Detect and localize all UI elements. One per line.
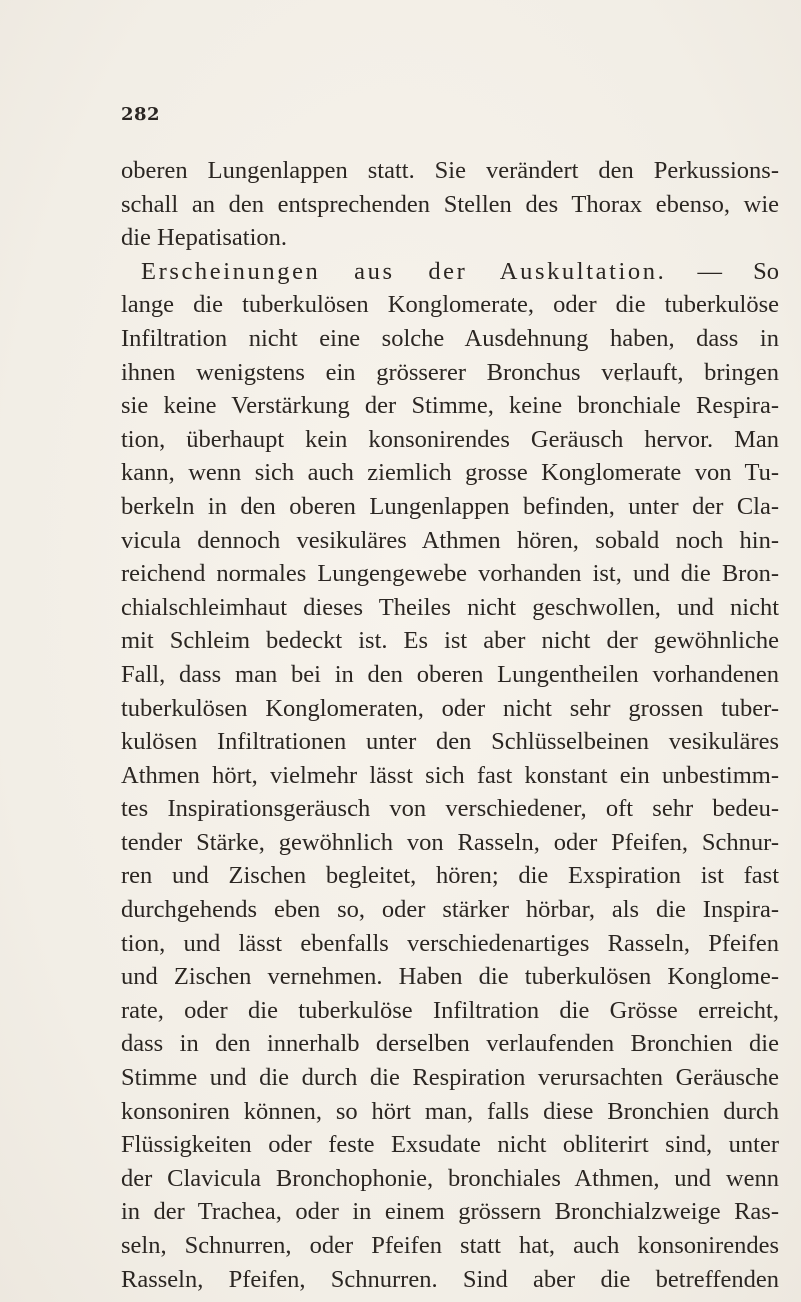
text-line: ihnen wenigstens ein grösserer Bronchus verlauft, bringen (121, 358, 779, 386)
page-number: 282 (121, 104, 161, 125)
text-line: kulösen Infiltrationen unter den Schlüsselbeinen vesikuläres (121, 728, 779, 756)
text-line: mit Schleim bedeckt ist. Es ist aber nicht der gewöhnliche (121, 627, 779, 655)
text-line: rate, oder die tuberkulöse Infiltration die Grösse erreicht, (121, 996, 779, 1024)
text-line: durchgehends eben so, oder stärker hörbar, als die Inspira- (121, 896, 779, 924)
text-line: tuberkulösen Konglomeraten, oder nicht sehr grossen tuber- (121, 694, 779, 722)
section-heading: Erscheinungen aus der Auskultation. (141, 257, 667, 285)
text-line: vicula dennoch vesikuläres Athmen hören, sobald noch hin- (121, 526, 779, 554)
text-line: berkeln in den oberen Lungenlappen befinden, unter der Cla- (121, 492, 779, 520)
text-line: tender Stärke, gewöhnlich von Rasseln, oder Pfeifen, Schnur- (121, 828, 779, 856)
text-line: Athmen hört, vielmehr lässt sich fast konstant ein unbestimm- (121, 761, 779, 789)
text-line: seln, Schnurren, oder Pfeifen statt hat, auch konsonirendes (121, 1232, 779, 1259)
text-line: Infiltration nicht eine solche Ausdehnung haben, dass in (121, 324, 779, 352)
text-line: chialschleimhaut dieses Theiles nicht geschwollen, und nicht (121, 593, 779, 621)
text-line: Flüssigkeiten oder feste Exsudate nicht obliterirt sind, unter (121, 1131, 779, 1159)
text-line: konsoniren können, so hört man, falls diese Bronchien durch (121, 1097, 779, 1125)
text-line: ren und Zischen begleitet, hören; die Exspiration ist fast (121, 862, 779, 890)
text-line: sie keine Verstärkung der Stimme, keine bronchiale Respira- (121, 392, 779, 420)
text-line: tes Inspirationsgeräusch von verschiedener, oft sehr bedeu- (121, 795, 779, 823)
text-line: Fall, dass man bei in den oberen Lungentheilen vorhandenen (121, 660, 779, 688)
text-line: reichend normales Lungengewebe vorhanden ist, und die Bron- (121, 560, 779, 588)
text-line: dass in den innerhalb derselben verlaufenden Bronchien die (121, 1030, 779, 1058)
text-line: Stimme und die durch die Respiration verursachten Geräusche (121, 1064, 779, 1092)
heading-continuation: — So (666, 257, 779, 285)
text-line: in der Trachea, oder in einem grössern Bronchialzweige Ras- (121, 1198, 779, 1226)
text-line: schall an den entsprechenden Stellen des Thorax ebenso, wie (121, 190, 779, 218)
text-line: die Hepatisation. (121, 224, 288, 252)
text-line: der Clavicula Bronchophonie, bronchiales Athmen, und wenn (121, 1164, 779, 1192)
section-heading-line (121, 255, 779, 289)
text-line: tion, und lässt ebenfalls verschiedenartiges Rasseln, Pfeifen (121, 929, 779, 957)
body-text (121, 154, 779, 1296)
text-line: und Zischen vernehmen. Haben die tuberkulösen Konglome- (121, 963, 779, 991)
text-line: Rasseln, Pfeifen, Schnurren. Sind aber die betreffenden (121, 1265, 779, 1293)
text-line: kann, wenn sich auch ziemlich grosse Konglomerate von Tu- (121, 459, 779, 487)
text-line: lange die tuberkulösen Konglomerate, oder die tuberkulöse (121, 291, 779, 319)
text-line: tion, überhaupt kein konsonirendes Geräusch hervor. Man (121, 425, 779, 453)
text-line: oberen Lungenlappen statt. Sie verändert den Perkussions- (121, 157, 779, 184)
